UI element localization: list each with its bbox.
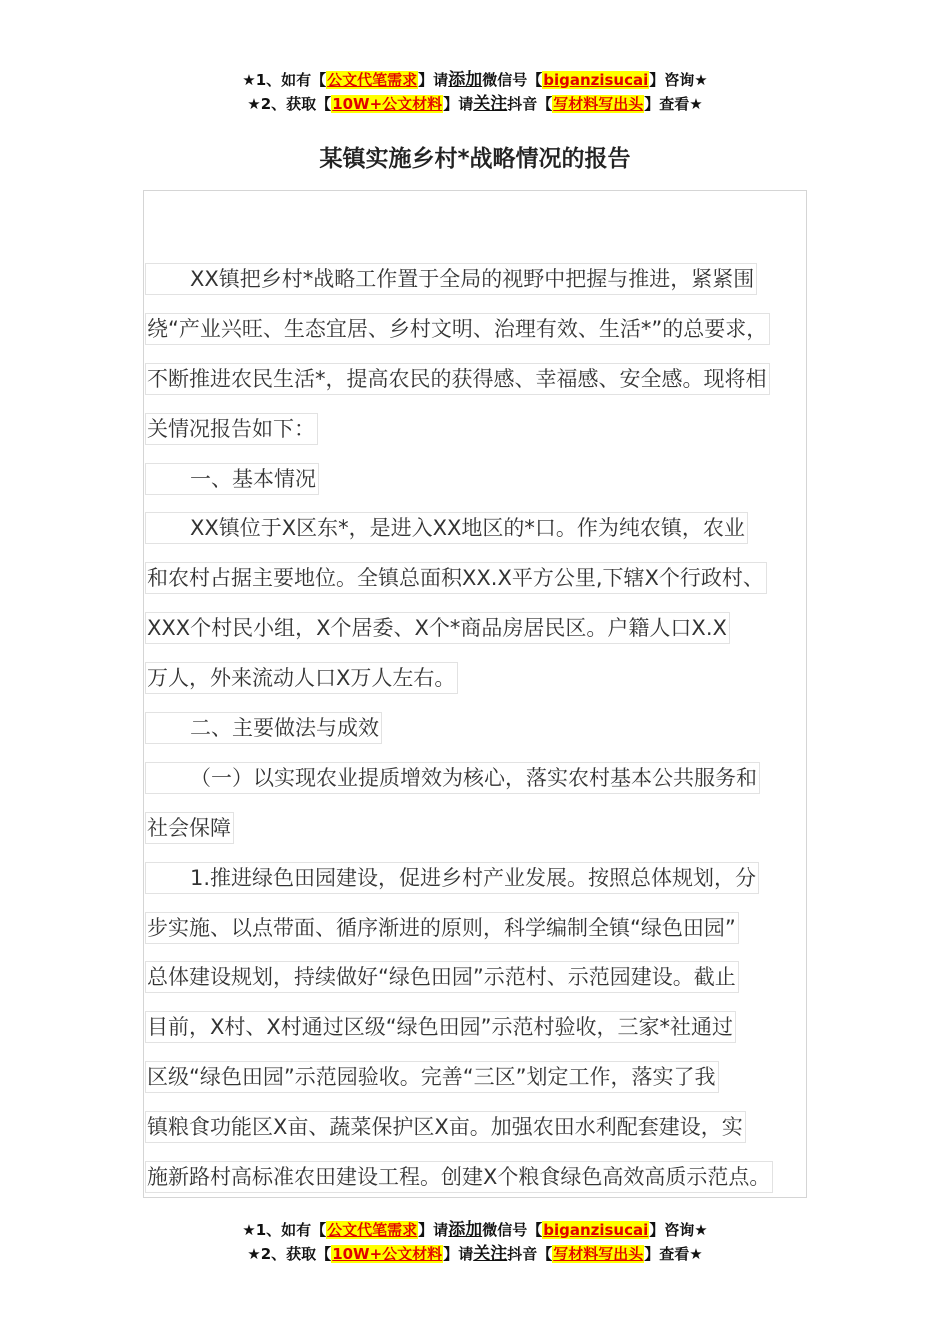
banner-highlight: 公文代笔需求 xyxy=(327,71,418,89)
text-line xyxy=(145,503,817,553)
banner-emphasis: 关注 xyxy=(473,1244,508,1264)
banner-text: ★1、如有【 xyxy=(242,1221,327,1239)
subsection-heading xyxy=(145,753,817,803)
banner-highlight: 10W+公文材料 xyxy=(332,95,443,113)
text-line-content: 步实施、以点带面、循序渐进的原则，科学编制全镇“绿色田园” xyxy=(145,912,739,944)
text-line-content: 和农村占据主要地位。全镇总面积XX.X平方公里,下辖X个行政村、 xyxy=(145,562,767,594)
banner-text: 抖音【 xyxy=(507,95,553,113)
text-line-content: 关情况报告如下： xyxy=(145,413,318,445)
banner-text: 】查看★ xyxy=(644,1245,703,1263)
banner-emphasis: 关注 xyxy=(473,94,508,114)
text-line-content: 区级“绿色田园”示范园验收。完善“三区”划定工作，落实了我 xyxy=(145,1061,719,1093)
banner-douyin-id: 写材料写出头 xyxy=(553,1245,644,1263)
banner-text: 】咨询★ xyxy=(649,71,708,89)
section-heading-text: 一、基本情况 xyxy=(145,463,319,495)
banner-line-2 xyxy=(0,92,950,116)
text-line-content: 万人，外来流动人口X万人左右。 xyxy=(145,662,458,694)
section-heading xyxy=(145,454,817,504)
text-line xyxy=(145,1052,817,1102)
bottom-banner xyxy=(0,1218,950,1266)
text-line xyxy=(145,603,817,653)
banner-line-1 xyxy=(0,1218,950,1242)
banner-wechat-id: biganzisucai xyxy=(543,1221,649,1239)
banner-text: ★1、如有【 xyxy=(242,71,327,89)
document-title: 某镇实施乡村*战略情况的报告 xyxy=(319,146,631,172)
text-line xyxy=(145,903,817,953)
text-line-content: 总体建设规划，持续做好“绿色田园”示范村、示范园建设。截止 xyxy=(145,961,739,993)
section-heading xyxy=(145,703,817,753)
banner-text: 】请 xyxy=(418,1221,449,1239)
text-line-content: XX镇把乡村*战略工作置于全局的视野中把握与推进，紧紧围 xyxy=(145,263,757,295)
banner-highlight: 公文代笔需求 xyxy=(327,1221,418,1239)
text-line-content: 施新路村高标准农田建设工程。创建X个粮食绿色高效高质示范点。 xyxy=(145,1161,773,1193)
banner-text: ★2、获取【 xyxy=(247,95,332,113)
banner-text: 】请 xyxy=(443,95,474,113)
text-line-content: 1.推进绿色田园建设，促进乡村产业发展。按照总体规划，分 xyxy=(145,862,759,894)
section-heading-text: 二、主要做法与成效 xyxy=(145,712,382,744)
banner-text: 】咨询★ xyxy=(649,1221,708,1239)
text-line xyxy=(145,653,817,703)
banner-text: 】请 xyxy=(418,71,449,89)
text-line-content: 绕“产业兴旺、生态宜居、乡村文明、治理有效、生活*”的总要求， xyxy=(145,313,770,345)
text-line xyxy=(145,1102,817,1152)
text-line-content: 目前，X村、X村通过区级“绿色田园”示范村验收，三家*社通过 xyxy=(145,1011,736,1043)
banner-line-2 xyxy=(0,1242,950,1266)
text-line-content: 镇粮食功能区X亩、蔬菜保护区X亩。加强农田水利配套建设，实 xyxy=(145,1111,746,1143)
text-line xyxy=(145,853,817,903)
banner-emphasis: 添加 xyxy=(448,1220,483,1240)
text-line xyxy=(145,1002,817,1052)
text-line xyxy=(145,1152,817,1202)
banner-emphasis: 添加 xyxy=(448,70,483,90)
banner-text: 微信号【 xyxy=(482,71,543,89)
subsection-heading-text: （一）以实现农业提质增效为核心，落实农村基本公共服务和 xyxy=(145,762,760,794)
text-line-content: 不断推进农民生活*，提高农民的获得感、幸福感、安全感。现将相 xyxy=(145,363,770,395)
text-line xyxy=(145,354,817,404)
banner-wechat-id: biganzisucai xyxy=(543,71,649,89)
banner-line-1 xyxy=(0,68,950,92)
text-line xyxy=(145,952,817,1002)
subsection-heading xyxy=(145,803,817,853)
banner-text: 微信号【 xyxy=(482,1221,543,1239)
text-line xyxy=(145,553,817,603)
banner-text: 】请 xyxy=(443,1245,474,1263)
text-line xyxy=(145,304,817,354)
top-banner xyxy=(0,68,950,116)
banner-text: 】查看★ xyxy=(644,95,703,113)
text-line-content: XX镇位于X区东*，是进入XX地区的*口。作为纯农镇，农业 xyxy=(145,512,748,544)
banner-text: ★2、获取【 xyxy=(247,1245,332,1263)
text-line xyxy=(145,404,817,454)
text-line-content: XXX个村民小组，X个居委、X个*商品房居民区。户籍人口X.X xyxy=(145,612,730,644)
banner-douyin-id: 写材料写出头 xyxy=(553,95,644,113)
banner-highlight: 10W+公文材料 xyxy=(332,1245,443,1263)
document-body xyxy=(145,254,817,1202)
subsection-heading-text: 社会保障 xyxy=(145,812,234,844)
text-line xyxy=(145,254,817,304)
banner-text: 抖音【 xyxy=(507,1245,553,1263)
